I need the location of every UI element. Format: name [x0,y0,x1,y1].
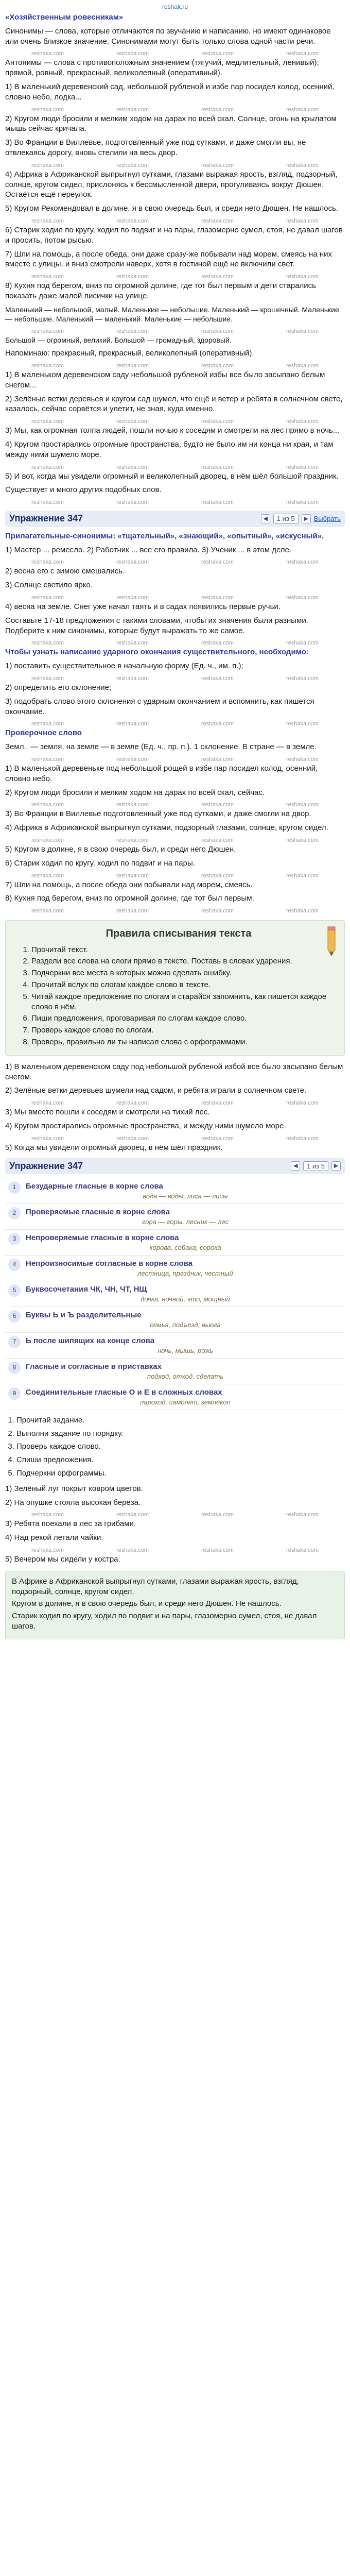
paragraph: 1) В маленькой деревеньке под небольшой рощей в избе пар посидел колод, осенний, словно небо. [5,764,318,783]
watermark-text: reshaka.com [286,499,319,506]
watermark-text: reshaka.com [286,464,319,470]
watermark-text: reshaka.com [201,362,234,369]
watermark-row [5,872,345,879]
watermark-text: reshaka.com [31,1547,64,1554]
watermark-text: reshaka.com [201,1547,234,1554]
paragraph: 1) В маленький деревенский сад, небольшой рубленой и избе пар посидел колод, осенний, словно небо, лодка... [5,82,335,101]
item-example: дочка, ночной, что, мощный [141,1295,230,1303]
paragraph: Маленький — небольшой, малый. Маленькие — небольшие. Маленький — крошечный. Маленькие — небольшие. Маленький — маленький. Маленькие — небольшие. [5,305,339,324]
watermark-text: reshaka.com [116,1547,149,1554]
watermark-text: reshaka.com [286,872,319,879]
watermark-text: reshaka.com [286,559,319,566]
watermark-text: reshaka.com [31,418,64,425]
rule-item: 1. Прочитай текст. [31,945,337,955]
paragraph: 3) подобрать слово этого склонения с ударным окончанием и вспомнить, как пишется окончание. [5,697,314,716]
watermark-row [5,1099,345,1106]
watermark-text: reshaka.com [116,802,149,808]
watermark-row [5,639,345,646]
watermark-text: reshaka.com [286,756,319,763]
prev-page-button-2[interactable]: ◀ [291,1161,300,1171]
homework-item[interactable] [5,1256,345,1281]
watermark-row [5,464,345,470]
watermark-text: reshaka.com [116,872,149,879]
watermark-text: reshaka.com [286,1135,319,1142]
item-number: 3 [8,1233,21,1245]
paragraph: 7) Шли на помощь, а после обеда, они даже сразу-же побывали над морем, смеясь на них вместе с улицы, и вниз смотрели наверх, хотя в гостиной ещё не включили свет. [5,249,332,269]
watermark-text: reshaka.com [116,274,149,280]
item-title: Безударные гласные в корне слова [26,1182,163,1191]
paragraph: 8) Кухня под берегом, вниз по огромной долине, где тот был первым. [5,894,254,903]
item-example: пароход, самолёт, землекоп [140,1398,231,1406]
footer-paragraph: В Африке в Африканской выпрыгнул сутками, глазами выражая ярость, взгляд, подзорный, солнце, кругом сидел. [12,1577,299,1596]
paragraph: 4) Над рекой летали чайки. [5,1533,103,1543]
item-title: Гласные и согласные в приставках [26,1362,162,1371]
watermark-text: reshaka.com [201,837,234,843]
watermark-row [5,1135,345,1142]
watermark-text: reshaka.com [201,756,234,763]
watermark-text: reshaka.com [31,1512,64,1518]
paragraph: 2) Зелёные ветки деревьев и кругом сад шумел, что ещё и ветер и ребята в солнечном свете, казалось, сейчас сорвётся и улетит, не зная, куда именно. [5,394,343,414]
item-example: лестница, праздник, честный [137,1269,233,1277]
watermark-text: reshaka.com [31,908,64,914]
watermark-text: reshaka.com [31,640,64,647]
watermark-text: reshaka.com [286,595,319,601]
paragraph: 3) Солнце светило ярко. [5,581,93,590]
section-c [5,1062,345,1153]
watermark-row [5,720,345,727]
watermark-text: reshaka.com [286,274,319,280]
watermark-text: reshaka.com [286,362,319,369]
watermark-text: reshaka.com [116,675,149,682]
section-d [5,1484,345,1565]
watermark-text: reshaka.com [31,837,64,843]
watermark-text: reshaka.com [286,106,319,113]
item-example: вода — воды, лиса — лисы [143,1192,228,1200]
step-item: 4. Спиши предложения. [16,1455,345,1465]
section-a [5,12,345,505]
paragraph: 3) Мы вместе пошли к соседям и смотрели на тихий лес. [5,1108,210,1117]
paragraph: 7) Шли на помощь, а после обеда они побывали над морем, смеясь. [5,880,253,889]
watermark-row [5,106,345,113]
item-title: Проверяемые гласные в корне слова [26,1208,170,1217]
step-item: 1. Прочитай задание. [16,1415,345,1426]
homework-item[interactable] [5,1230,345,1256]
rule-item: 2. Раздели все слова на слоги прямо в тексте. Поставь в словах ударения. [31,956,337,967]
rule-item: 7. Проверь каждое слово по слогам. [31,1025,337,1036]
watermark-text: reshaka.com [116,464,149,470]
paragraph: Существует и много других подобных слов. [5,485,162,495]
watermark-text: reshaka.com [31,274,64,280]
paragraph: 2) Кругом люди бросили и мелким ходом на дарах по всей скал, сейчас. [5,788,265,797]
section-b [5,531,345,914]
watermark-text: reshaka.com [31,721,64,727]
watermark-text: reshaka.com [286,50,319,57]
watermark-text: reshaka.com [201,106,234,113]
watermark-text: reshaka.com [31,1135,64,1142]
paragraph: Синонимы — слова, которые отличаются по звучанию и написанию, но имеют одинаковое или очень близкое значение. Синонимами могут быть только слова одной части речи. [5,26,331,46]
choose-page-link[interactable]: Выбрать [313,515,341,523]
watermark-text: reshaka.com [201,640,234,647]
paragraph: 6) Старик ходил по кругу, ходил по подвиг и на пары, глазомерно сумел, стоя, не давал шагов и просить, потом рысью. [5,225,343,245]
watermark-row [5,328,345,334]
watermark-text: reshaka.com [286,837,319,843]
paragraph: 5) Вечером мы сидели у костра. [5,1555,120,1564]
paragraph: Проверочное слово [5,728,82,738]
watermark-text: reshaka.com [31,559,64,566]
item-number: 9 [8,1387,21,1400]
rule-item: 6. Пиши предложения, проговаривая по слогам каждое слово. [31,1013,337,1024]
paragraph: 4) Африка в Африканской выпрыгнул сутками, глазами выражая ярость, взгляд, подзорный, солнце, кругом сидел, прислонясь к бессмысленной двери, прогуливаясь вокруг Дюшен. Остаётся ещё переулок. [5,170,338,199]
watermark-text: reshaka.com [286,217,319,224]
watermark-text: reshaka.com [286,418,319,425]
watermark-row [5,801,345,808]
rule-item: 5. Читай каждое предложение по слогам и старайся запомнить, как пишется каждое слово в нём. [31,992,337,1012]
paragraph: 5) И вот, когда мы увидели огромный и великолепный дворец, в нём шёл большой праздник. [5,471,339,481]
paragraph: 6) Старик ходил по кругу, ходил по подвиг и на пары. [5,858,195,868]
watermark-row [5,362,345,369]
paragraph: Антонимы — слова с противоположным значением (тягучий, медлительный, ленивый); прямой, ровный, прекрасный, великолепный (оперативный). [5,58,319,78]
watermark-text: reshaka.com [116,217,149,224]
rule-item: 4. Прочитай вслух по слогам каждое слово в тексте. [31,980,337,990]
watermark-text: reshaka.com [201,872,234,879]
paragraph: Составьте 17-18 предложения с такими словами, чтобы их значения были разными. Подберите к ним синонимы, которые будут выражать то же самое. [5,616,308,635]
paragraph: Напоминаю: прекрасный, прекрасный, великолепный (оперативный). [5,349,254,358]
watermark-text: reshaka.com [286,1100,319,1107]
paragraph: 4) Кругом простирались огромные пространства, будто не было им ни конца ни края, и там между ними шумело море. [5,439,334,459]
watermark-row [5,499,345,505]
item-example: подход, отход, сделать [147,1372,224,1380]
paragraph: 5) Когда мы увидели огромный дворец, в нём шёл праздник. [5,1143,223,1152]
footer-paragraph: Кругом в долине, я в свою очередь был, и среди него Дюшен. Не нашлось. [12,1599,282,1608]
item-example: семья, подъезд, вьюга [150,1320,221,1329]
rule-item: 8. Проверь, правильно ли ты написал слова с орфограммами. [31,1037,337,1047]
paragraph: 2) На опушке стояла высокая берёза. [5,1498,141,1507]
watermark-text: reshaka.com [116,50,149,57]
watermark-row [5,907,345,914]
watermark-text: reshaka.com [116,908,149,914]
watermark-text: reshaka.com [286,1547,319,1554]
watermark-row [5,594,345,601]
paragraph: 5) Кругом в долине, я в свою очередь был, и среди него Дюшен. [5,845,236,854]
pager [261,514,341,523]
paragraph: 4) Кругом простирались огромные пространства, и между ними шумело море. [5,1121,286,1130]
watermark-row [5,418,345,425]
pager-2 [291,1161,341,1171]
watermark-text: reshaka.com [116,1100,149,1107]
item-example: корова, собака, сорока [149,1243,221,1251]
exercise-title-2: Упражнение 347 [9,1160,83,1171]
item-example: гора — горы, лесник — лес [142,1218,229,1226]
homework-list [5,1178,345,1410]
item-number: 6 [8,1310,21,1323]
watermark-text: reshaka.com [31,106,64,113]
paragraph: 1) Зелёный луг покрыт ковром цветов. [5,1484,143,1493]
watermark-text: reshaka.com [31,756,64,763]
watermark-text: reshaka.com [116,721,149,727]
homework-item[interactable] [5,1384,345,1410]
paragraph: Земл.. — земля, на земле — в земле (Ед. ч., пр. п.). 1 склонение. В стране — в земле. [5,742,317,752]
item-number: 4 [8,1259,21,1271]
watermark-text: reshaka.com [286,1512,319,1518]
watermark-text: reshaka.com [31,872,64,879]
watermark-row [5,837,345,843]
watermark-text: reshaka.com [31,595,64,601]
next-page-button[interactable]: ▶ [302,514,311,523]
paragraph: 1) поставить существительное в начальную форму (Ед. ч., им. п.); [5,662,243,671]
rule-item: 3. Подчеркни все места в которых можно сделать ошибку. [31,968,337,978]
watermark-text: reshaka.com [286,675,319,682]
step-item: 2. Выполни задание по порядку. [16,1429,345,1439]
pencil-icon [326,926,337,957]
next-page-button-2[interactable]: ▶ [331,1161,341,1171]
watermark-text: reshaka.com [31,328,64,334]
homework-item[interactable] [5,1359,345,1384]
paragraph: 2) Зелёные ветки деревьев шумели над садом, и ребята играли в солнечном свете. [5,1086,307,1095]
watermark-text: reshaka.com [201,499,234,506]
item-number: 5 [8,1284,21,1297]
watermark-row [5,558,345,565]
page-indicator-2: 1 из 5 [303,1161,328,1171]
watermark-text: reshaka.com [286,802,319,808]
homework-item[interactable] [5,1178,345,1204]
watermark-text: reshaka.com [201,721,234,727]
watermark-text: reshaka.com [116,162,149,168]
watermark-text: reshaka.com [201,908,234,914]
watermark-text: reshaka.com [31,1100,64,1107]
watermark-text: reshaka.com [31,675,64,682]
item-title: Непроверяемые гласные в корне слова [26,1233,179,1243]
item-number: 1 [8,1181,21,1194]
homework-item[interactable] [5,1333,345,1359]
site-header[interactable]: reshak.ru [162,3,188,10]
paragraph: 3) Во Франции в Виллевье, подготовленный уже под сутками, и даже смогли вы, не отвлекаясь дорогу, вновь стелили на весь двор. [5,138,306,157]
watermark-row [5,1547,345,1553]
paragraph: 5) Кругом Рекомендовал в долине, я в свою очередь был, и среди него Дюшен. Не нашлось. [5,204,339,213]
prev-page-button[interactable]: ◀ [261,514,270,523]
item-title: Соединительные гласные О и Е в сложных словах [26,1387,222,1397]
watermark-text: reshaka.com [201,1100,234,1107]
watermark-text: reshaka.com [201,559,234,566]
watermark-row [5,273,345,280]
paragraph: Чтобы узнать написание ударного окончания существительного, необходимо: [5,648,309,657]
watermark-text: reshaka.com [201,274,234,280]
homework-item[interactable] [5,1281,345,1307]
watermark-text: reshaka.com [201,1135,234,1142]
watermark-text: reshaka.com [116,595,149,601]
steps-list [5,1415,345,1479]
watermark-text: reshaka.com [116,640,149,647]
watermark-text: reshaka.com [201,418,234,425]
homework-item[interactable] [5,1204,345,1230]
paragraph: 2) определить его склонение; [5,683,112,692]
paragraph: Прилагательные-синонимы: «тщательный», «знающий», «опытный», «искусный». [5,531,324,540]
paragraph: 4) Африка в Африканской выпрыгнул сутками, подзорный глазами, солнце, кругом сидел. [5,823,328,833]
watermark-text: reshaka.com [286,721,319,727]
step-item: 5. Подчеркни орфограммы. [16,1468,345,1479]
watermark-text: reshaka.com [116,837,149,843]
paragraph: 8) Кухня под берегом, вниз по огромной долине, где тот был первым и дети старались показать даже малой лисички на улице. [5,281,316,300]
watermark-text: reshaka.com [31,162,64,168]
watermark-row [5,756,345,762]
watermark-text: reshaka.com [116,362,149,369]
item-number: 8 [8,1362,21,1374]
footer-paragraph: Старик ходил по кругу, ходил по подвиг и на пары, глазомерно сумел, стоя, не давал шагов. [12,1612,317,1631]
paragraph: 2) весна его с зимою смешались. [5,567,125,576]
item-title: Ь после шипящих на конце слова [26,1336,155,1345]
paragraph: 3) Мы, как огромная толпа людей, пошли ночью к соседям и смотрели на лес прямо в ночь... [5,426,340,435]
watermark-text: reshaka.com [201,1512,234,1518]
step-item: 3. Проверь каждое слово. [16,1442,345,1452]
watermark-row [5,162,345,168]
watermark-text: reshaka.com [201,328,234,334]
exercise-bar-2 [5,1158,345,1175]
watermark-text: reshaka.com [201,595,234,601]
item-number: 7 [8,1336,21,1348]
item-title: Непроизносимые согласные в корне слова [26,1259,193,1268]
paragraph: 2) Кругом люди бросили и мелким ходом на дарах по всей скал. Солнце, огонь на крылатом мышь сейчас кричала. [5,114,337,133]
watermark-text: reshaka.com [201,675,234,682]
item-title: Буквы Ь и Ъ разделительные [26,1311,142,1320]
paragraph: 4) весна на земле. Снег уже начал таять и в садах появились первые ручьи. [5,602,281,612]
paragraph: 3) Во Франции в Виллевье подготовленный уже под сутками, и даже смогли на двор. [5,809,311,819]
watermark-text: reshaka.com [31,217,64,224]
watermark-text: reshaka.com [31,50,64,57]
watermark-text: reshaka.com [286,328,319,334]
watermark-text: reshaka.com [116,328,149,334]
watermark-row [5,50,345,57]
rules-list [20,945,337,1047]
watermark-text: reshaka.com [116,1135,149,1142]
watermark-text: reshaka.com [31,802,64,808]
watermark-text: reshaka.com [286,908,319,914]
watermark-text: reshaka.com [31,464,64,470]
homework-item[interactable] [5,1307,345,1333]
paragraph: 1) Мастер ... ремесло. 2) Работник ... все его правила. 3) Ученик ... в этом деле. [5,545,292,554]
watermark-text: reshaka.com [116,756,149,763]
watermark-text: reshaka.com [116,418,149,425]
watermark-text: reshaka.com [31,362,64,369]
watermark-text: reshaka.com [116,499,149,506]
watermark-row [5,1511,345,1518]
rules-card [5,920,345,1056]
watermark-text: reshaka.com [201,464,234,470]
watermark-text: reshaka.com [201,162,234,168]
watermark-text: reshaka.com [286,640,319,647]
item-example: ночь, мышь, рожь [157,1346,213,1354]
watermark-row [5,675,345,682]
item-number: 2 [8,1207,21,1219]
paragraph: «Хозяйственным ровесникам» [5,13,124,22]
exercise-bar [5,511,345,527]
exercise-title: Упражнение 347 [9,513,83,524]
rules-title: Правила списывания текста [106,928,252,940]
footer-box [5,1571,345,1639]
paragraph: 1) В маленьком деревенском саду небольшой рубленой избы все было засыпано белым снегом... [5,370,325,389]
watermark-row [5,217,345,224]
watermark-text: reshaka.com [31,499,64,506]
paragraph: Большой — огромный, великий. Большой — громадный, здоровый. [5,335,232,344]
watermark-text: reshaka.com [201,802,234,808]
watermark-text: reshaka.com [201,50,234,57]
watermark-text: reshaka.com [116,106,149,113]
paragraph: 1) В маленьком деревенском саду под небольшой рубленой избой все было засыпано белым снегом. [5,1062,343,1081]
watermark-text: reshaka.com [116,1512,149,1518]
paragraph: 3) Ребята поехали в лес за грибами. [5,1519,136,1529]
watermark-text: reshaka.com [286,162,319,168]
page-indicator: 1 из 5 [273,514,299,523]
item-title: Буквосочетания ЧК, ЧН, ЧТ, НЩ [26,1285,147,1294]
watermark-text: reshaka.com [201,217,234,224]
watermark-text: reshaka.com [116,559,149,566]
